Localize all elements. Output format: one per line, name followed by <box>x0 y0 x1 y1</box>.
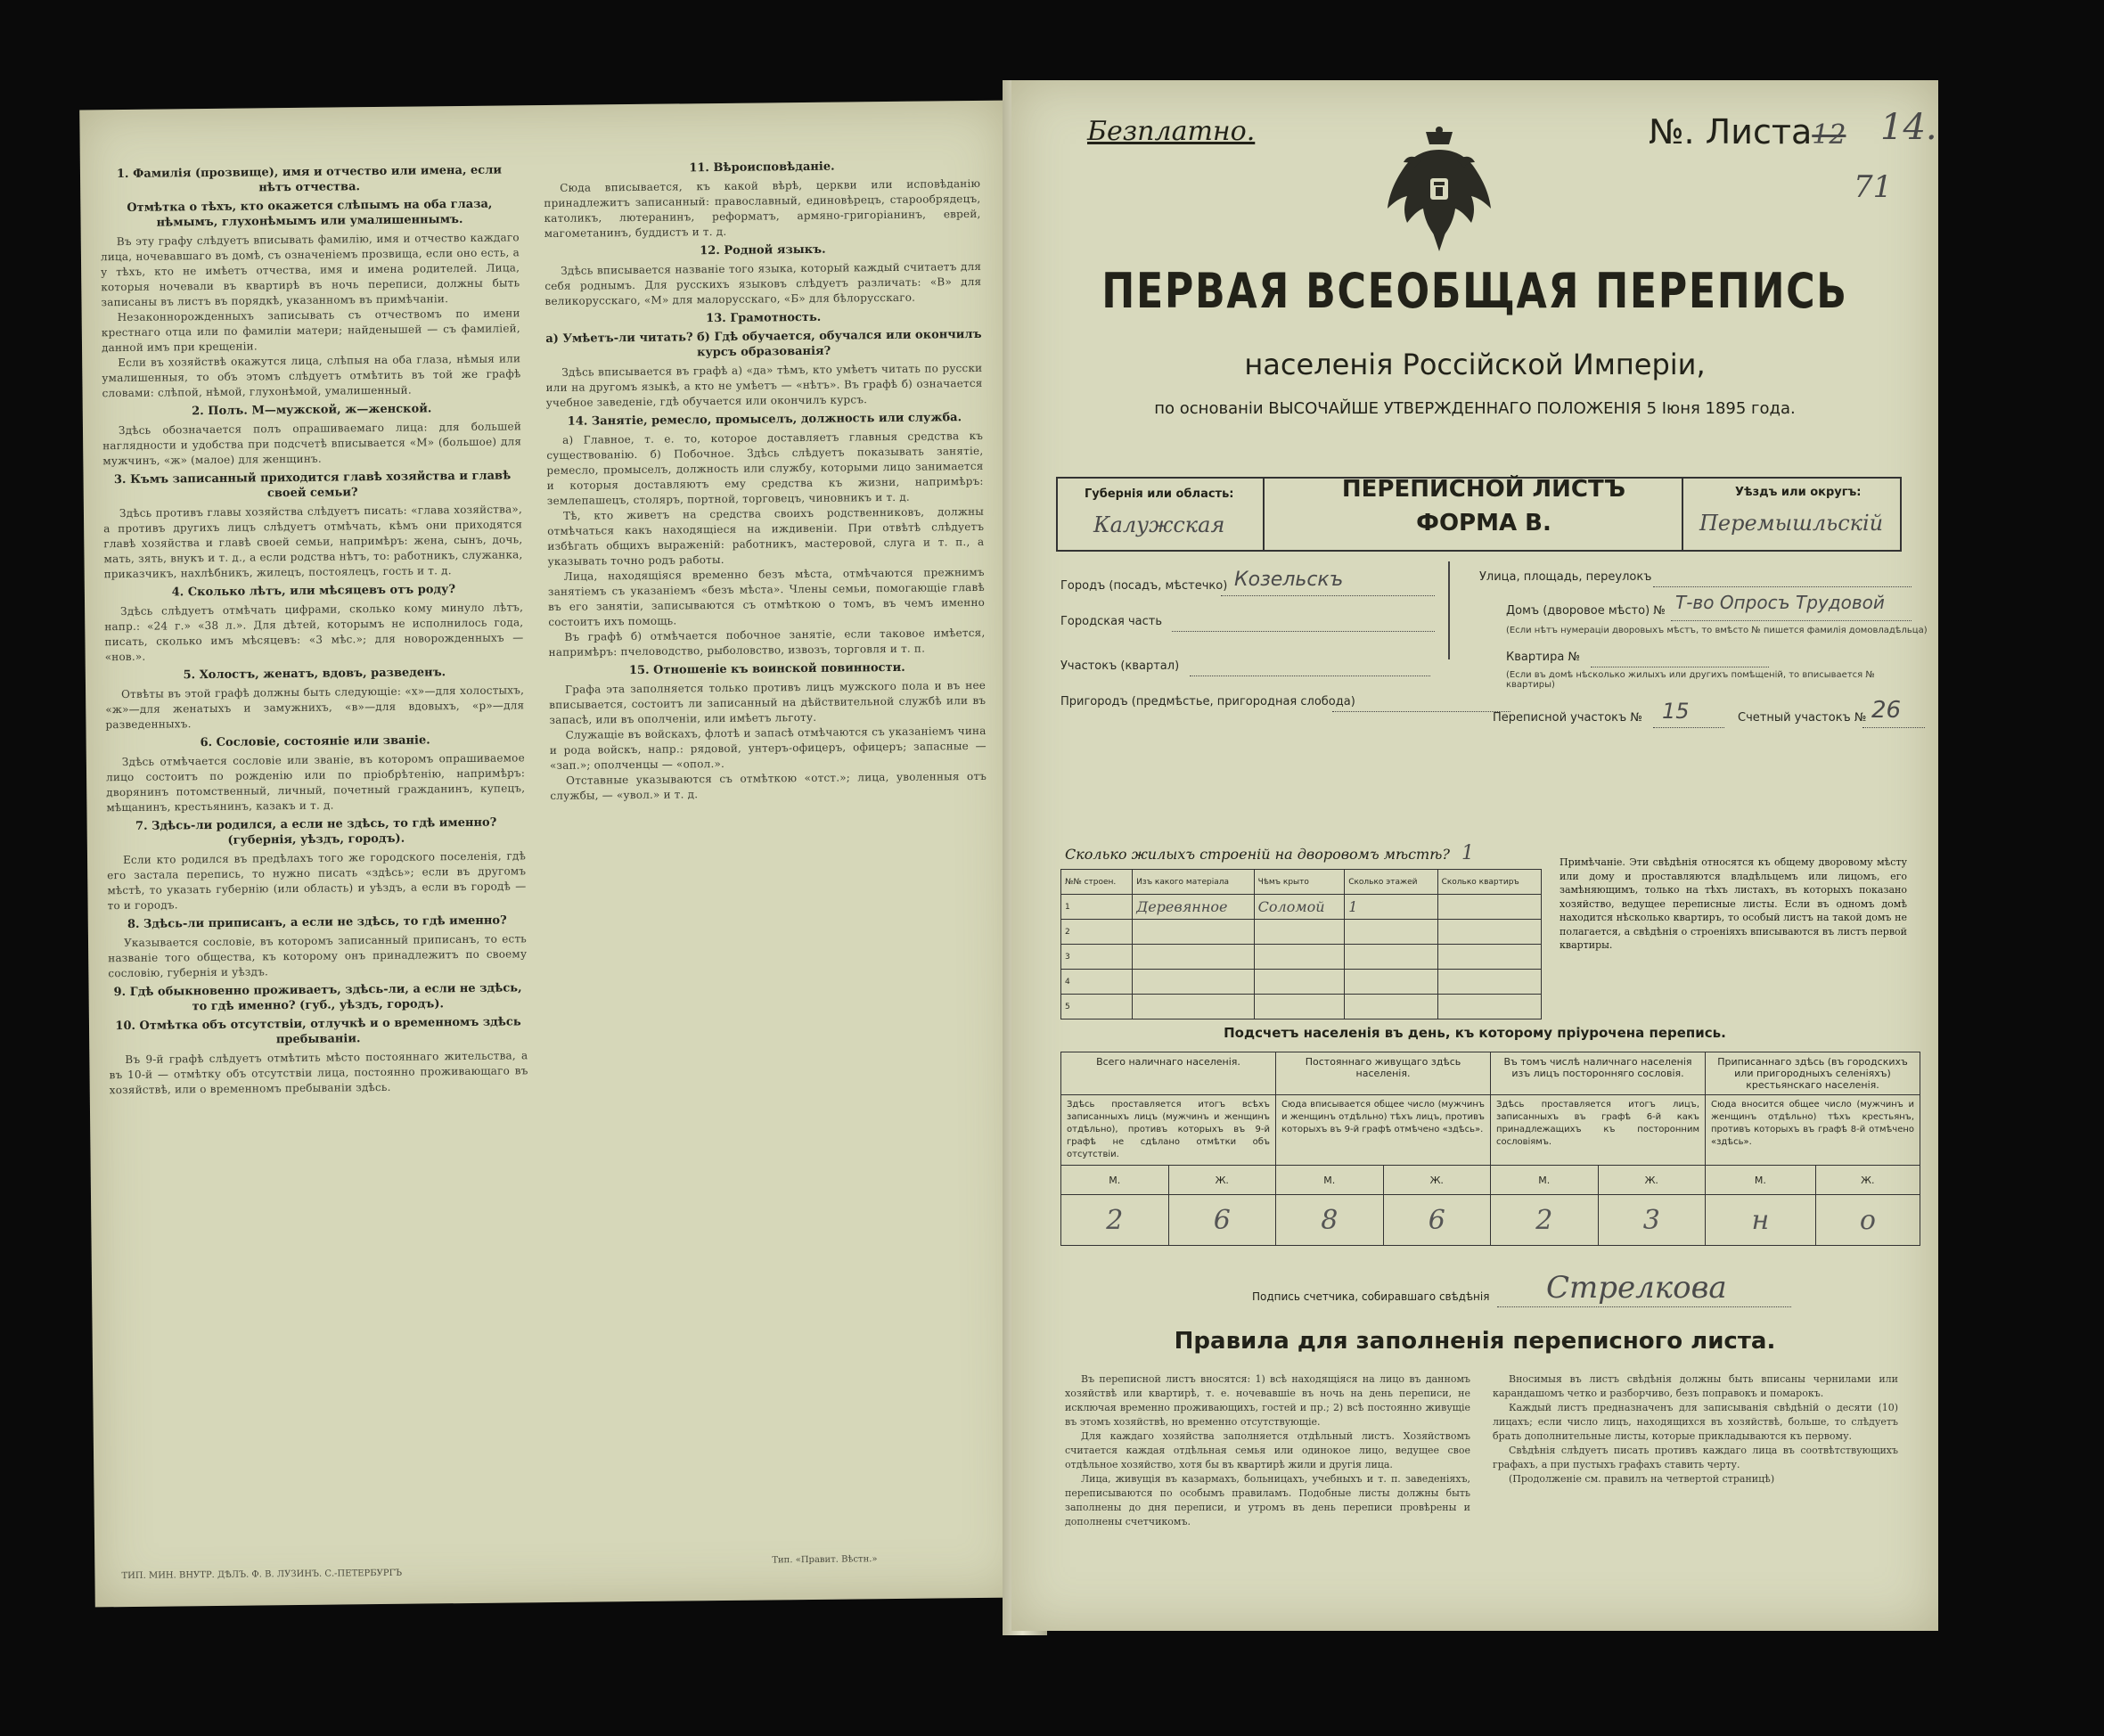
rules-column-1 <box>1065 1372 1470 1529</box>
street-line <box>1653 586 1912 587</box>
city-label: Городъ (посадъ, мѣстечко) <box>1060 579 1228 593</box>
buildings-header-cell: Сколько этажей <box>1345 870 1437 895</box>
buildings-cell: 4 <box>1061 970 1133 995</box>
buildings-header-cell: Сколько квартиръ <box>1437 870 1541 895</box>
counter-area-value: 26 <box>1871 697 1902 724</box>
printer-footer-right: Тип. «Правит. Вѣстн.» <box>772 1554 878 1566</box>
buildings-answer: 1 <box>1461 842 1474 864</box>
form-title-line-1: ПЕРЕПИСНОЙ ЛИСТЪ <box>1341 476 1626 503</box>
buildings-cell <box>1133 945 1254 970</box>
instructions-column-2 <box>544 154 987 804</box>
signature-value: Стрелкова <box>1546 1270 1727 1306</box>
instruction-paragraph: Здѣсь отмѣчается сословіе или званіе, въ которомъ опрашиваемое лицо состоитъ по рожденію или по пріобрѣтенію, напримѣръ: дворянинъ потомственный, личный, почетный гражданинъ, купецъ, мѣщанинъ, крестьянинъ, казакъ и т. д. <box>106 751 526 815</box>
census-area-value: 15 <box>1662 699 1690 724</box>
census-area-label: Переписной участокъ № <box>1493 711 1642 725</box>
buildings-cell <box>1254 920 1345 945</box>
count-sex-cell: Ж. <box>1383 1166 1491 1195</box>
buildings-cell <box>1345 945 1437 970</box>
instruction-paragraph: Отвѣты въ этой графѣ должны быть следующіе: «х»—для холостыхъ, «ж»—для женатыхъ и замужнихъ, «в»—для вдовыхъ, «р»—для разведенныхъ. <box>105 684 525 732</box>
instruction-paragraph: Тѣ, кто живетъ на средства своихъ родственниковъ, должны отмѣчаться какъ находящіеся на иждивеніи. При отвѣтѣ слѣдуетъ избѣгать общихъ выраженій: работникъ, мастеровой, слуга и т. п., а указывать точно родъ работы. <box>547 504 985 569</box>
instruction-paragraph: Здѣсь слѣдуетъ отмѣчать цифрами, сколько кому минуло лѣтъ, напр.: «24 г.» «38 л.». Для дѣтей, которымъ не исполнилось года, писать, сколько имъ мѣсяцевъ: «3 мѣс.»; для новорожденныхъ — «нов.». <box>104 601 524 664</box>
city-line <box>1221 595 1435 596</box>
count-value-cell: 8 <box>1276 1195 1384 1246</box>
uezd-label: Уѣздъ или округъ: <box>1735 486 1862 499</box>
district-label: Участокъ (квартал) <box>1060 659 1180 673</box>
buildings-cell <box>1437 970 1541 995</box>
instruction-paragraph: Служащіе въ войскахъ, флотѣ и запасѣ отмѣчаются съ указаніемъ чина и рода войскъ, напр.: рядовой, унтеръ-офицеръ, офицеръ; запасные — «зап.»; ополченцы — «опол.». <box>549 724 987 773</box>
city-value: Козельскъ <box>1234 569 1344 591</box>
buildings-question-text: Сколько жилыхъ строеній на дворовомъ мѣстѣ? <box>1065 846 1450 863</box>
buildings-header-cell: №№ строен. <box>1061 870 1133 895</box>
suburb-label: Пригородъ (предмѣстье, пригородная слобода) <box>1060 695 1355 708</box>
count-sex-cell: Ж. <box>1598 1166 1706 1195</box>
street-label: Улица, площадь, переулокъ <box>1479 570 1652 584</box>
rules-paragraph: Для каждаго хозяйства заполняется отдѣльный листъ. Хозяйствомъ считается каждая отдѣльная семья или одинокое лицо, ведущее свое отдѣльное хозяйство, хотя бы въ квартирѣ жили и другія лица. <box>1065 1430 1470 1470</box>
instruction-paragraph: Если въ хозяйствѣ окажутся лица, слѣпыя на оба глаза, нѣмыя или умалишенныя, то объ этомъ слѣдуетъ отмѣтить въ той же графѣ словами: слѣпой, нѣмой, глухонѣмой, умалишенный. <box>102 352 521 400</box>
buildings-cell: 1 <box>1345 895 1437 920</box>
buildings-cell: 1 <box>1061 895 1133 920</box>
suburb-line <box>1332 711 1510 712</box>
buildings-cell <box>1254 945 1345 970</box>
instruction-paragraph: Отставные указываются съ отмѣткою «отст.»; лица, уволенныя отъ службы, — «увол.» и т. д. <box>550 769 987 803</box>
signature-label: Подпись счетчика, собиравшаго свѣдѣнія <box>1252 1290 1490 1303</box>
counter-area-label: Счетный участокъ № <box>1738 711 1867 725</box>
rules-paragraph: Лица, живущія въ казармахъ, больницахъ, учебныхъ и т. п. заведеніяхъ, переписываются по особымъ правиламъ. Подобные листы должны быть заполнены до дня переписи, и утромъ въ день переписи провѣрены и дополнены счетчикомъ. <box>1065 1473 1470 1527</box>
instruction-paragraph: Здѣсь обозначается полъ опрашиваемаго лица: для большей наглядности и удобства при подсчетѣ вписывается «М» (большое) для мужчинъ, «ж» (малое) для женщинъ. <box>102 420 522 468</box>
instruction-heading: 6. Сословіе, состояніе или званіе. <box>200 733 430 750</box>
instruction-heading: 14. Занятіе, ремесло, промыселъ, должность или служба. <box>567 411 962 429</box>
gubernia-cell <box>1058 479 1265 550</box>
instruction-paragraph: Въ эту графу слѣдуетъ вписывать фамилію, имя и отчество каждаго лица, ночевавшаго въ домѣ, съ означеніемъ прозвища, если оно есть, а у тѣхъ, кто не имѣетъ отчества, имя и имена родителей. Лица, которыя ночевали въ квартирѣ въ ночь переписи, должны быть записаны въ листъ въ порядкѣ, указанномъ въ примѣчаніи. <box>100 231 520 309</box>
instruction-paragraph: Указывается сословіе, въ которомъ записанный приписанъ, то есть названіе того общества, къ которому онъ принадлежитъ по своему сословію, губернія и уѣздъ. <box>108 932 528 980</box>
sheet-number <box>1649 112 1846 151</box>
buildings-cell <box>1254 970 1345 995</box>
main-title: ПЕРВАЯ ВСЕОБЩАЯ ПЕРЕПИСЬ <box>1101 263 1848 319</box>
buildings-cell: Деревянное <box>1133 895 1254 920</box>
instruction-heading: а) Умѣетъ-ли читать? б) Гдѣ обучается, обучался или окончилъ курсъ образованія? <box>545 327 982 360</box>
count-value-cell: 2 <box>1491 1195 1599 1246</box>
count-sex-cell: М. <box>1061 1166 1169 1195</box>
buildings-question <box>1065 842 1474 864</box>
count-description-cell: Сюда вносится общее число (мужчинъ и женщинъ отдѣльно) тѣхъ крестьянъ, противъ которыхъ въ графѣ 8-й отмѣчено «здѣсь». <box>1706 1095 1920 1166</box>
printer-footer-left: ТИП. МИН. ВНУТР. ДѢЛЪ. Ф. В. ЛУЗИНЪ. С.-ПЕТЕРБУРГЪ <box>121 1568 403 1582</box>
instruction-heading: 3. Къмъ записанный приходится главѣ хозяйства и главѣ своей семьи? <box>113 469 512 501</box>
buildings-cell <box>1437 995 1541 1019</box>
instruction-heading: 11. Вѣроисповѣданіе. <box>689 160 835 176</box>
buildings-row <box>1061 895 1542 920</box>
count-sex-cell: М. <box>1491 1166 1599 1195</box>
count-value-cell: 3 <box>1598 1195 1706 1246</box>
count-title: Подсчетъ населенія въ день, къ которому пріурочена перепись. <box>1224 1025 1726 1041</box>
instruction-paragraph: Графа эта заполняется только противъ лицъ мужского пола и въ нее вписывается, состоитъ ли записанный на дѣйствительной службѣ или въ запасѣ, или въ ополченіи, или имѣетъ льготу. <box>549 678 987 727</box>
count-description-cell: Здѣсь проставляется итогъ всѣхъ записанныхъ лицъ (мужчинъ и женщинъ отдѣльно), противъ которыхъ въ 9-й графѣ не сдѣлано отмѣтки объ отсутствіи. <box>1061 1095 1276 1166</box>
apartment-label: Квартира № <box>1506 651 1581 664</box>
instruction-paragraph: Здѣсь вписывается въ графѣ а) «да» тѣмъ, кто умѣетъ читать по русски или на другомъ языкѣ, а кто не умѣетъ — «нѣтъ». Въ графѣ б) означается учебное заведеніе, гдѣ обучается или окончилъ курсъ. <box>545 361 983 410</box>
census-form-page <box>1011 80 1938 1631</box>
buildings-row <box>1061 945 1542 970</box>
buildings-row <box>1061 920 1542 945</box>
instruction-heading: 13. Грамотность. <box>706 310 822 326</box>
address-separator <box>1448 561 1450 659</box>
instruction-heading: 2. Полъ. М—мужской, ж—женской. <box>192 402 432 419</box>
form-title-line-2: ФОРМА В. <box>1416 510 1551 536</box>
count-value-cell: 6 <box>1168 1195 1276 1246</box>
count-header-cell: Въ томъ числѣ наличнаго населенія изъ лицъ посторонняго сословія. <box>1491 1052 1706 1095</box>
rules-paragraph: (Продолженіе см. правилъ на четвертой страницѣ) <box>1509 1473 1775 1485</box>
buildings-cell <box>1437 895 1541 920</box>
buildings-cell: 2 <box>1061 920 1133 945</box>
instruction-heading: 4. Сколько лѣтъ, или мѣсяцевъ отъ роду? <box>171 583 456 600</box>
buildings-cell <box>1133 970 1254 995</box>
instruction-paragraph: Незаконнорожденныхъ записывать съ отчествомъ по имени крестнаго отца или по фамиліи матери; найденышей — съ фамиліей, данной имъ при крещеніи. <box>101 307 520 355</box>
city-part-line <box>1172 631 1435 632</box>
instruction-heading: 5. Холостъ, женатъ, вдовъ, разведенъ. <box>183 666 446 683</box>
buildings-note: Примѣчаніе. Эти свѣдѣнія относятся къ общему дворовому мѣсту или дому и проставляются владѣльцемъ или лицомъ, его замѣняющимъ, только на тѣхъ листахъ, въ которыхъ показано хозяйство, ведущее переписные листы. Если въ одномъ домѣ находится нѣсколько квартиръ, то особый листъ на такой домъ не полагается, а свѣдѣнія о строеніяхъ вписываются въ листъ первой квартиры. <box>1560 856 1907 951</box>
house-value: Т-во Опросъ Трудовой <box>1675 592 1885 613</box>
buildings-row <box>1061 970 1542 995</box>
count-sex-cell: М. <box>1706 1166 1816 1195</box>
signature-line <box>1497 1306 1791 1307</box>
buildings-cell: 3 <box>1061 945 1133 970</box>
count-description-cell: Здѣсь проставляется итогъ лицъ, записанныхъ въ графѣ 6-й какъ принадлежащихъ къ посторонним сословіямъ. <box>1491 1095 1706 1166</box>
instruction-heading: 1. Фамилія (прозвище), имя и отчество или имена, если нѣтъ отчества. <box>116 163 503 195</box>
buildings-cell <box>1133 920 1254 945</box>
count-value-cell: 2 <box>1061 1195 1169 1246</box>
instruction-heading: 12. Родной языкъ. <box>700 242 826 258</box>
instruction-paragraph: Въ графѣ б) отмѣчается побочное занятіе, если таковое имѣется, напримѣръ: пчеловодство, рыболовство, извозъ, торговля и т. п. <box>548 626 986 659</box>
instruction-heading: 7. Здѣсь-ли родился, а если не здѣсь, то гдѣ именно? (губернія, уѣздъ, городъ). <box>135 815 497 848</box>
apartment-note: (Если въ домѣ нѣсколько жилыхъ или другихъ помѣщеній, то вписывается № квартиры) <box>1506 670 1875 690</box>
instruction-heading: Отмѣтка о тѣхъ, кто окажется слѣпымъ на оба глаза, нѣмымъ, глухонѣмымъ или умалишеннымъ. <box>127 197 493 230</box>
subtitle: населенія Россійской Имперіи, <box>1244 348 1706 381</box>
free-label: Безплатно. <box>1087 116 1256 147</box>
buildings-header-cell: Чѣмъ крыто <box>1254 870 1345 895</box>
count-description-cell: Сюда вписывается общее число (мужчинъ и женщинъ отдѣльно) тѣхъ лицъ, противъ которыхъ въ 9-й графѣ отмѣчено «здѣсь». <box>1276 1095 1491 1166</box>
imperial-eagle-icon <box>1386 125 1493 258</box>
counter-area-line <box>1862 727 1925 728</box>
buildings-cell <box>1345 920 1437 945</box>
rules-paragraph: Вносимыя въ листъ свѣдѣнія должны быть вписаны чернилами или карандашомъ четко и разборчиво, безъ поправокъ и помарокъ. <box>1493 1373 1898 1399</box>
city-part-label: Городская часть <box>1060 615 1163 628</box>
instruction-paragraph: Въ 9-й графѣ слѣдуетъ отмѣтить мѣсто постояннаго жительства, а въ 10-й — отмѣтку объ отсутствіи лица, постоянно проживающаго въ хозяйствѣ, или о временномъ пребываніи здѣсь. <box>109 1049 528 1097</box>
buildings-cell <box>1437 945 1541 970</box>
instruction-heading: 15. Отношеніе къ воинской повинности. <box>628 660 905 678</box>
count-header-cell: Приписаннаго здѣсь (въ городскихъ или пригородныхъ селеніяхъ) крестьянскаго населенія. <box>1706 1052 1920 1095</box>
instruction-paragraph: Лица, находящіяся временно безъ мѣста, отмѣчаются прежнимъ занятіемъ съ указаніемъ «безъ мѣста». Члены семьи, помогающіе главѣ въ его занятіи, записываются съ отмѣткою о томъ, въ чемъ именно состоитъ ихъ помощь. <box>547 565 986 629</box>
form-title <box>1261 472 1707 540</box>
house-label: Домъ (дворовое мѣсто) № <box>1506 604 1666 618</box>
sheet-number-struck: 12 <box>1812 119 1846 151</box>
count-sex-cell: М. <box>1276 1166 1384 1195</box>
buildings-row <box>1061 995 1542 1019</box>
buildings-cell: 5 <box>1061 995 1133 1019</box>
instruction-paragraph: а) Главное, т. е. то, которое доставляетъ главныя средства къ существованію. б) Побочное. Здѣсь слѣдуетъ показывать занятіе, ремесло, промыселъ, должность или службу, которыми лицо занимается и которыя доставляютъ ему средства къ жизни, напримѣръ: землепашецъ, столяръ, портной, торговецъ, чиновникъ и т. д. <box>546 429 984 508</box>
rules-title: Правила для заполненія переписного листа. <box>1174 1328 1776 1355</box>
instruction-heading: 10. Отмѣтка объ отсутствіи, отлучкѣ и о временномъ здѣсь пребываніи. <box>115 1015 521 1047</box>
instruction-paragraph: Здѣсь противъ главы хозяйства слѣдуетъ писать: «глава хозяйства», а противъ другихъ лицъ слѣдуетъ отмѣчать, кѣмъ они приходятся главѣ хозяйства и главѣ своей семьи, напримѣръ: жена, сынъ, дочь, мать, зять, внукъ и т. д., а если родства нѣтъ, то: работникъ, служанка, приказчикъ, нахлѣбникъ, жилецъ, постоялецъ, гость и т. д. <box>103 503 523 581</box>
buildings-cell <box>1133 995 1254 1019</box>
rules-paragraph: Каждый листъ предназначенъ для записыванія свѣдѣній о десяти (10) лицахъ; если число лицъ, находящихся въ хозяйствѣ, больше, то слѣдуетъ брать дополнительные листы, которые прикладываются къ первому. <box>1493 1402 1898 1442</box>
buildings-cell <box>1345 995 1437 1019</box>
rules-paragraph: Въ переписной листъ вносятся: 1) всѣ находящіяся на лицо въ данномъ хозяйствѣ или квартирѣ, т. е. ночевавшіе въ ночь на день переписи, не исключая временно проживающихъ, гостей и пр.; 2) всѣ постоянно живущіе въ этомъ хозяйствѣ, но временно отсутствующіе. <box>1065 1373 1470 1428</box>
left-page <box>79 101 1022 1608</box>
buildings-header-cell: Изъ какого матеріала <box>1133 870 1254 895</box>
count-sex-cell: Ж. <box>1815 1166 1920 1195</box>
instructions-column-1 <box>100 159 528 1098</box>
sheet-number-value: 14. <box>1880 107 1937 148</box>
sheet-number-label: №. Листа <box>1649 112 1813 151</box>
uezd-value: Перемышльскій <box>1699 511 1884 536</box>
house-note: (Если нѣтъ нумераціи дворовыхъ мѣстъ, то вмѣсто № пишется фамилія домовладѣльца) <box>1506 626 1928 635</box>
buildings-cell <box>1254 995 1345 1019</box>
buildings-cell <box>1437 920 1541 945</box>
house-line <box>1671 620 1912 621</box>
buildings-cell: Соломой <box>1254 895 1345 920</box>
margin-mark: 71 <box>1854 169 1893 205</box>
count-header-cell: Всего наличнаго населенія. <box>1061 1052 1276 1095</box>
instruction-paragraph: Здѣсь вписывается названіе того языка, который каждый считаетъ для себя роднымъ. Для русскихъ языковъ слѣдуетъ различать: «В» для великорусскаго, «М» для малорусскаго, «Б» для бѣлорусскаго. <box>544 259 982 308</box>
instruction-heading: 8. Здѣсь-ли приписанъ, а если не здѣсь, то гдѣ именно? <box>127 913 507 931</box>
count-value-cell: о <box>1815 1195 1920 1246</box>
count-header-cell: Постояннаго живущаго здѣсь населенія. <box>1276 1052 1491 1095</box>
buildings-cell <box>1345 970 1437 995</box>
gubernia-label: Губернія или область: <box>1085 487 1234 501</box>
instruction-paragraph: Если кто родился въ предѣлахъ того же городского поселенія, гдѣ его застала перепись, то нужно писать «здѣсь»; если въ другомъ мѣстѣ, то указать губернію (или область) и уѣздъ, а если въ городѣ — то и городъ. <box>107 849 527 913</box>
instruction-heading: 9. Гдѣ обыкновенно проживаетъ, здѣсь-ли, а если не здѣсь, то гдѣ именно? (губ., уѣздъ, городъ). <box>113 981 522 1014</box>
census-area-line <box>1653 727 1724 728</box>
rules-paragraph: Свѣдѣнія слѣдуетъ писать противъ каждаго лица въ соотвѣтствующихъ графахъ, а при пустыхъ графахъ ставить черту. <box>1493 1445 1898 1470</box>
population-count-table <box>1060 1052 1920 1246</box>
buildings-table <box>1060 869 1542 1019</box>
count-value-cell: 6 <box>1383 1195 1491 1246</box>
count-value-cell: н <box>1706 1195 1816 1246</box>
instruction-paragraph: Сюда вписывается, къ какой вѣрѣ, церкви или исповѣданію принадлежитъ записанный: православный, единовѣрецъ, старообрядецъ, католикъ, лютеранинъ, реформатъ, армяно-григоріанинъ, еврей, магометанинъ, буддистъ и т. д. <box>544 176 981 241</box>
gubernia-value: Калужская <box>1093 512 1225 537</box>
count-sex-cell: Ж. <box>1168 1166 1276 1195</box>
decree-line: по основаніи ВЫСОЧАЙШЕ УТВЕРЖДЕННАГО ПОЛОЖЕНІЯ 5 Іюня 1895 года. <box>1154 399 1796 418</box>
rules-column-2 <box>1493 1372 1898 1486</box>
